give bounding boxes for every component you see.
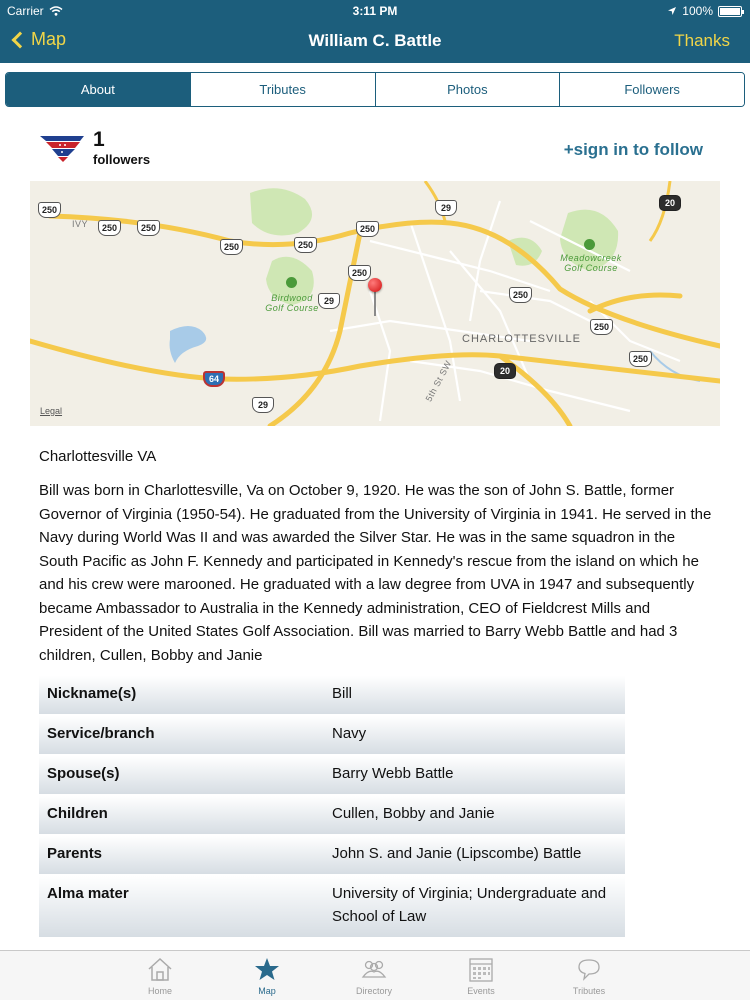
tab-map[interactable]	[227, 955, 307, 996]
route-shield: 29	[435, 200, 457, 216]
details-table	[39, 676, 625, 939]
route-shield: 250	[590, 319, 613, 335]
tab-photos[interactable]: Photos	[375, 73, 560, 106]
star-icon	[253, 955, 281, 983]
map-view[interactable]	[30, 181, 720, 426]
tab-home[interactable]	[120, 955, 200, 996]
map-label-ivy: IVY	[72, 219, 89, 229]
detail-label: Spouse(s)	[47, 765, 120, 782]
map-label-birdwood: Birdwood Golf Course	[265, 293, 319, 313]
route-shield: 250	[98, 220, 121, 236]
table-row	[39, 756, 625, 796]
followers-label: followers	[93, 152, 151, 167]
back-button-label: Map	[31, 29, 67, 49]
page-title: William C. Battle	[308, 31, 442, 50]
map-label-city: CHARLOTTESVILLE	[462, 333, 581, 345]
biography-text: Bill was born in Charlottesville, Va on October 9, 1920. He was the son of John S. Battle, former Governor of Virginia (1950-54). He graduated from the University of Virginia in 1941. He served in the Navy during World Was II and was awarded the Silver Star. He was in the same squadron in the South Pacific as John F. Kennedy and participated in Kennedy's rescue from the island on which he and his crew were marooned. He graduated with a law degree from UVA in 1947 and subsequently became Ambassador to Australia in the Kennedy administration, CEO of Fieldcrest Mills and President of the United States Golf Association. Bill was married to Barry Webb Battle and had 3 children, Cullen, Bobby and Janie	[39, 482, 712, 664]
tab-followers[interactable]: Followers	[559, 73, 744, 106]
route-shield: 250	[294, 237, 317, 253]
battery-percent: 100%	[682, 4, 713, 18]
battery-icon	[718, 6, 742, 17]
map-label-meadowcreek: Meadowcreek Golf Course	[560, 253, 622, 273]
route-shield: 250	[629, 351, 652, 367]
table-row	[39, 796, 625, 836]
flag-logo-icon	[40, 134, 84, 162]
interstate-shield: 64	[203, 371, 225, 387]
speech-bubble-icon	[575, 955, 603, 983]
sign-in-to-follow-link[interactable]: +sign in to follow	[563, 140, 703, 159]
route-shield: 250	[509, 287, 532, 303]
detail-label: Service/branch	[47, 725, 155, 742]
detail-label: Parents	[47, 845, 103, 862]
route-shield: 29	[318, 293, 340, 309]
status-time: 3:11 PM	[352, 4, 398, 18]
detail-label: Nickname(s)	[47, 685, 137, 702]
golf-course-icon	[584, 239, 595, 250]
status-bar	[0, 0, 750, 20]
route-shield: 250	[356, 221, 379, 237]
location-text: Charlottesville VA	[39, 448, 157, 465]
detail-value: John S. and Janie (Lipscombe) Battle	[332, 845, 582, 862]
map-pin-icon[interactable]	[368, 278, 382, 292]
route-shield: 250	[137, 220, 160, 236]
table-row	[39, 716, 625, 756]
followers-count: 1	[93, 128, 105, 151]
followers-row	[38, 126, 718, 174]
tab-map-label: Map	[258, 986, 276, 996]
map-label-street: 5th St SW	[423, 358, 454, 404]
tab-directory-label: Directory	[355, 986, 392, 996]
tab-events-label: Events	[467, 986, 495, 996]
golf-course-icon	[286, 277, 297, 288]
route-shield: 250	[348, 265, 371, 281]
route-shield: 250	[220, 239, 243, 255]
bottom-tab-bar	[0, 950, 750, 1000]
tab-home-label: Home	[147, 986, 172, 996]
home-icon	[146, 955, 174, 983]
tab-events[interactable]	[441, 955, 521, 996]
route-shield: 250	[38, 202, 61, 218]
people-icon	[360, 955, 388, 983]
route-shield: 20	[659, 195, 681, 211]
tab-directory[interactable]	[334, 955, 414, 996]
thanks-button[interactable]: Thanks	[674, 31, 730, 50]
detail-value: Barry Webb Battle	[332, 765, 454, 782]
map-pin-stem	[374, 290, 376, 316]
table-row	[39, 836, 625, 876]
route-shield: 20	[494, 363, 516, 379]
location-arrow-icon	[667, 6, 677, 16]
tab-tributes-bottom[interactable]	[549, 955, 629, 996]
carrier-label: Carrier	[7, 4, 44, 18]
detail-label: Alma mater	[47, 885, 129, 902]
detail-value: Cullen, Bobby and Janie	[332, 805, 495, 822]
map-legal-link[interactable]: Legal	[40, 406, 63, 416]
table-row	[39, 676, 625, 716]
tab-about[interactable]: About	[6, 73, 190, 106]
tab-tributes[interactable]: Tributes	[190, 73, 375, 106]
section-tabs	[5, 72, 745, 107]
calendar-icon	[467, 955, 495, 983]
tab-tributes-bottom-label: Tributes	[572, 986, 606, 996]
detail-label: Children	[47, 805, 108, 822]
navigation-bar	[0, 0, 750, 63]
table-row	[39, 876, 625, 939]
detail-value: Bill	[332, 685, 353, 702]
detail-value: University of Virginia; Undergraduate and School of Law	[332, 885, 607, 925]
detail-value: Navy	[332, 725, 367, 742]
route-shield: 29	[252, 397, 274, 413]
